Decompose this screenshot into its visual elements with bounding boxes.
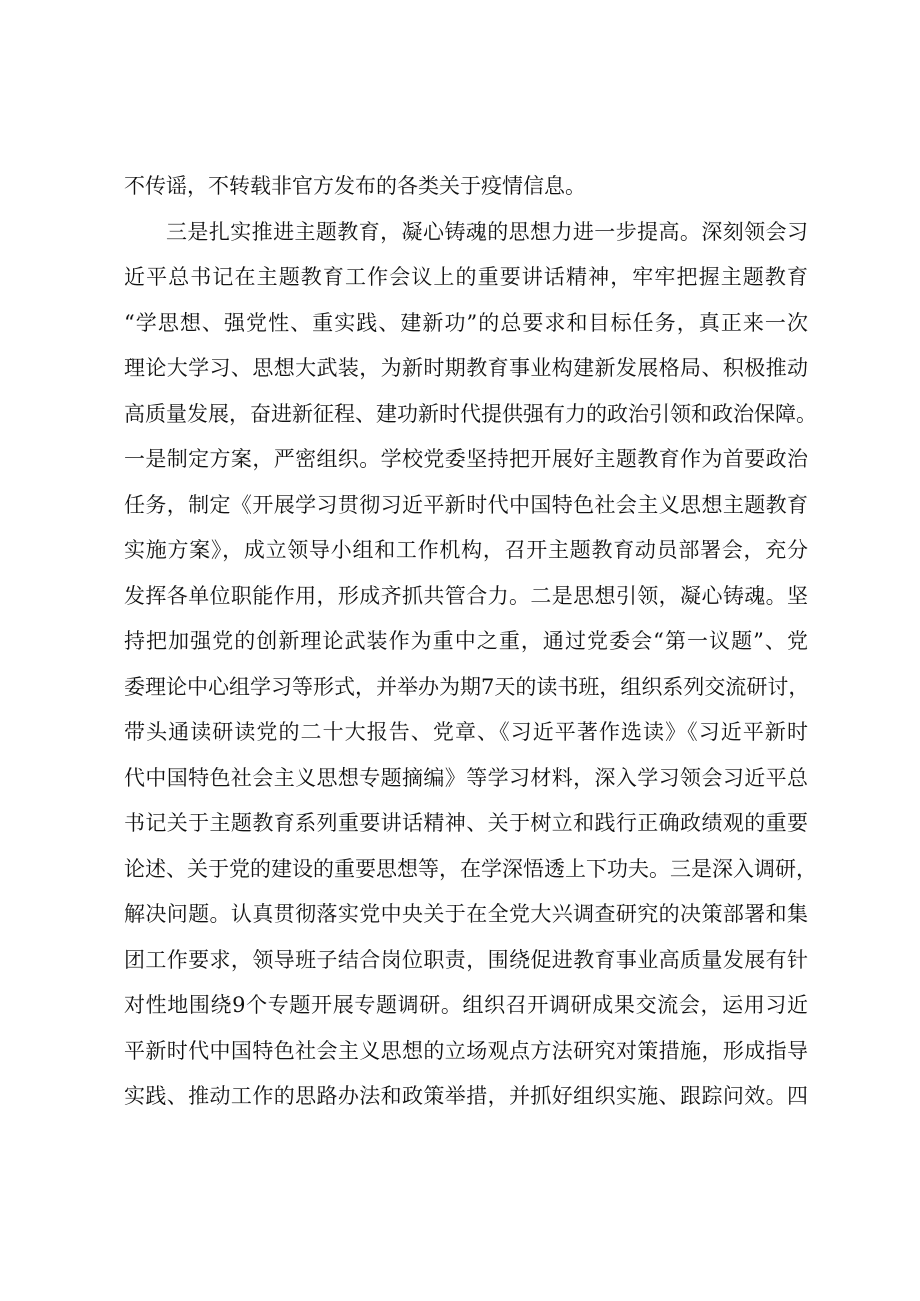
text-line: 发挥各单位职能作用，形成齐抓共管合力。二是思想引领，凝心铸魂。坚 [124,583,808,608]
text-line: 代中国特色社会主义思想专题摘编》等学习材料，深入学习领会习近平总 [124,765,808,790]
text-line: 对性地围绕9个专题开展专题调研。组织召开调研成果交流会，运用习近 [124,993,808,1017]
text-line: 一是制定方案，严密组织。学校党委坚持把开展好主题教育作为首要政治 [124,447,808,471]
text-line: 书记关于主题教育系列重要讲话精神、关于树立和践行正确政绩观的重要 [124,811,808,835]
text-line: 团工作要求，领导班子结合岗位职责，围绕促进教育事业高质量发展有针 [124,947,808,972]
text-line: 理论大学习、思想大武装，为新时期教育事业构建新发展格局、积极推动 [124,356,808,380]
text-line: 实施方案》，成立领导小组和工作机构，召开主题教育动员部署会，充分 [124,538,808,562]
text-line: “学思想、强党性、重实践、建新功”的总要求和目标任务，真正来一次 [124,310,808,335]
text-line: 实践、推动工作的思路办法和政策举措，并抓好组织实施、跟踪问效。四 [124,1084,808,1108]
text-line: 持把加强党的创新理论武装作为重中之重，通过党委会“第一议题”、党 [124,629,808,653]
text-line: 平新时代中国特色社会主义思想的立场观点方法研究对策措施，形成指导 [124,1038,808,1063]
text-line: 论述、关于党的建设的重要思想等，在学深悟透上下功夫。三是深入调研， [124,856,817,881]
text-line: 解决问题。认真贯彻落实党中央关于在全党大兴调查研究的决策部署和集 [124,902,808,926]
text-line: 高质量发展，奋进新征程、建功新时代提供强有力的政治引领和政治保障。 [124,401,817,426]
text-line: 带头通读研读党的二十大报告、党章、《习近平著作选读》《习近平新时 [124,720,808,744]
body-text [124,164,817,1120]
text-line: 三是扎实推进主题教育，凝心铸魂的思想力进一步提高。深刻领会习 [166,219,808,244]
text-line: 不传谣，不转载非官方发布的各类关于疫情信息。 [124,174,586,198]
text-line: 委理论中心组学习等形式，并举办为期7天的读书班，组织系列交流研讨， [124,674,810,699]
text-line: 近平总书记在主题教育工作会议上的重要讲话精神，牢牢把握主题教育 [124,265,808,289]
text-line: 任务，制定《开展学习贯彻习近平新时代中国特色社会主义思想主题教育 [124,492,808,517]
